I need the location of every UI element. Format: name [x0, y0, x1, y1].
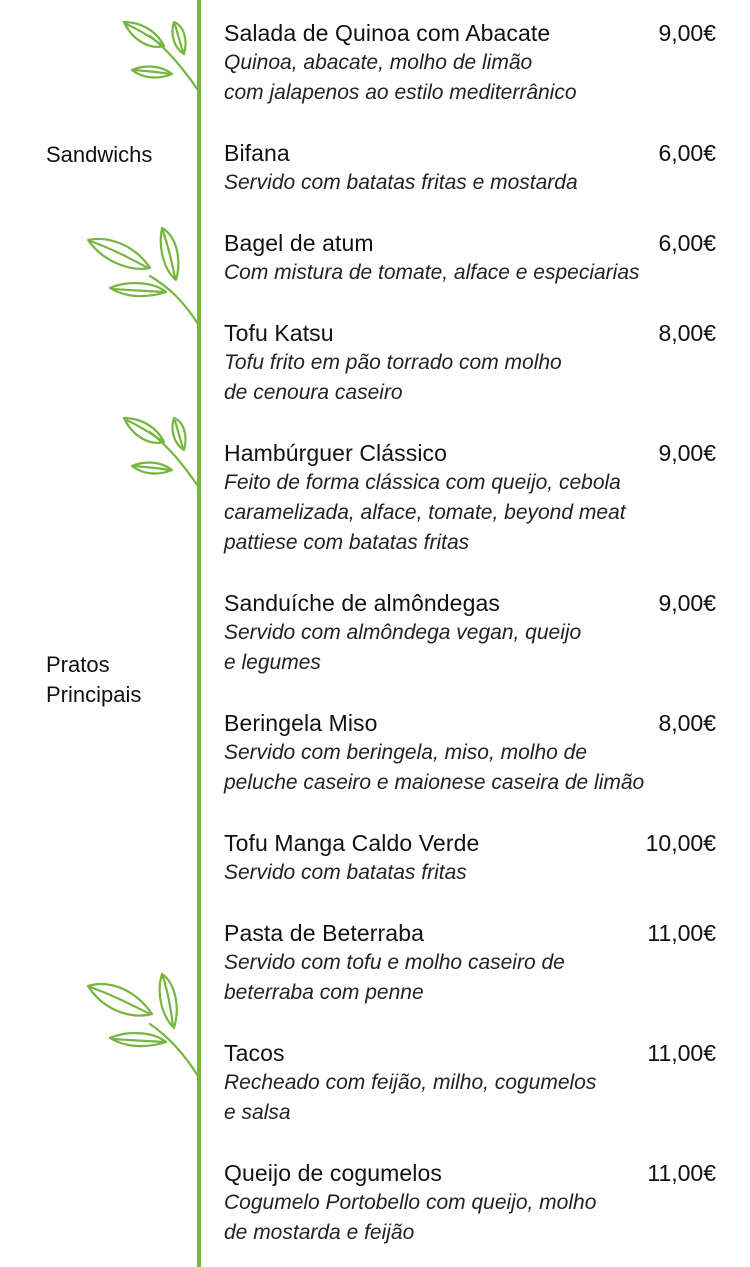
item-price: 9,00€	[658, 590, 716, 616]
leaf-sprig-icon	[84, 970, 204, 1080]
item-description: Feito de forma clássica com queijo, cebola	[224, 471, 621, 494]
item-description: Servido com batatas fritas	[224, 861, 467, 884]
menu-item	[224, 1158, 716, 1248]
section-label-text: Sandwichs	[46, 142, 153, 167]
menu-item	[224, 708, 716, 798]
item-name: Sanduíche de almôndegas	[224, 590, 500, 616]
item-description: Servido com almôndega vegan, queijo	[224, 621, 582, 644]
item-description: de mostarda e feijão	[224, 1221, 415, 1244]
item-price: 9,00€	[658, 440, 716, 466]
item-description: beterraba com penne	[224, 981, 424, 1004]
item-price: 10,00€	[645, 830, 716, 856]
item-name: Tofu Manga Caldo Verde	[224, 830, 480, 856]
menu-item	[224, 828, 716, 888]
menu-item	[224, 138, 716, 198]
item-description: Servido com beringela, miso, molho de	[224, 741, 588, 764]
item-description: pattiese com batatas fritas	[224, 531, 470, 554]
item-price: 6,00€	[658, 140, 716, 166]
item-description: Servido com tofu e molho caseiro de	[224, 951, 565, 974]
item-name: Queijo de cogumelos	[224, 1160, 442, 1186]
item-price: 9,00€	[658, 20, 716, 46]
item-description: caramelizada, alface, tomate, beyond meat	[224, 501, 626, 524]
item-description: Recheado com feijão, milho, cogumelos	[224, 1071, 597, 1094]
item-price: 11,00€	[647, 1160, 716, 1186]
item-name: Pasta de Beterraba	[224, 920, 424, 946]
menu-item	[224, 228, 716, 288]
item-name: Tofu Katsu	[224, 320, 334, 346]
item-price: 8,00€	[658, 320, 716, 346]
item-description: e legumes	[224, 651, 321, 674]
item-description: peluche caseiro e maionese caseira de limão	[224, 771, 645, 794]
item-description: Tofu frito em pão torrado com molho	[224, 351, 562, 374]
leaf-sprig-icon	[112, 408, 204, 488]
item-description: Servido com batatas fritas e mostarda	[224, 171, 578, 194]
section-label-text: Principais	[46, 682, 142, 707]
item-description: Com mistura de tomate, alface e especiarias	[224, 261, 640, 284]
leaf-sprig-icon	[84, 226, 204, 326]
menu-item	[224, 318, 716, 408]
item-price: 6,00€	[658, 230, 716, 256]
item-description: Cogumelo Portobello com queijo, molho	[224, 1191, 597, 1214]
item-price: 11,00€	[647, 920, 716, 946]
item-name: Bagel de atum	[224, 230, 374, 256]
item-price: 8,00€	[658, 710, 716, 736]
section-label-pratos-principais	[46, 650, 196, 710]
item-name: Bifana	[224, 140, 290, 166]
menu-item	[224, 438, 716, 558]
item-description: Quinoa, abacate, molho de limão	[224, 51, 533, 74]
item-name: Salada de Quinoa com Abacate	[224, 20, 551, 46]
item-description: de cenoura caseiro	[224, 381, 403, 404]
item-description: com jalapenos ao estilo mediterrânico	[224, 81, 577, 104]
item-name: Hambúrguer Clássico	[224, 440, 448, 466]
item-description: e salsa	[224, 1101, 291, 1124]
menu-item	[224, 18, 716, 108]
menu-item	[224, 1038, 716, 1128]
menu-item	[224, 588, 716, 678]
item-name: Tacos	[224, 1040, 285, 1066]
menu-item	[224, 918, 716, 1008]
item-price: 11,00€	[647, 1040, 716, 1066]
leaf-sprig-icon	[112, 12, 204, 92]
section-label-sandwichs	[46, 140, 196, 170]
section-label-text: Pratos	[46, 652, 110, 677]
item-name: Beringela Miso	[224, 710, 378, 736]
